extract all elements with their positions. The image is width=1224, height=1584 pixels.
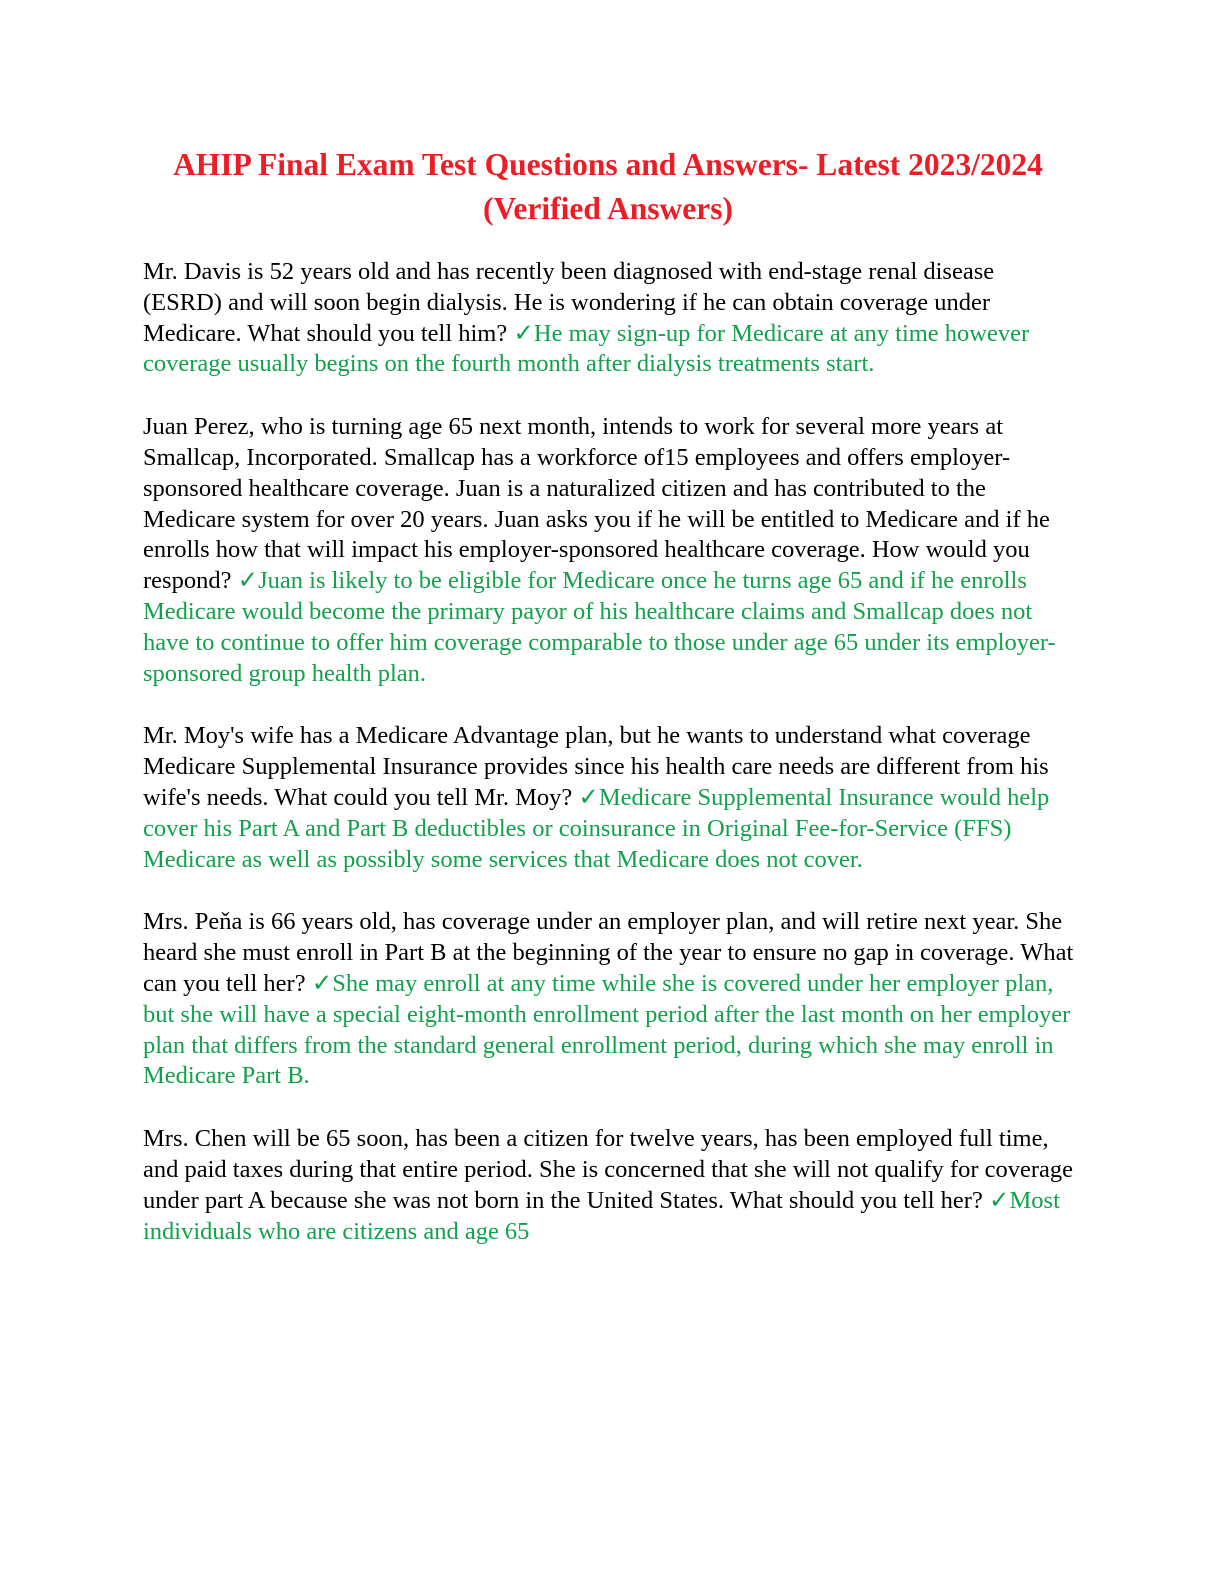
answer-text: She may enroll at any time while she is covered under her employer plan, but she will have a special eight-month enrollment period after the last month on her employer plan that differs from the standard general enrollment period, during which she may enroll in Medicare Part B. xyxy=(143,969,1071,1090)
question-text: Mrs. Chen will be 65 soon, has been a citizen for twelve years, has been employed full time, and paid taxes during that entire period. She is concerned that she will not qualify for coverage under part A because she was not born in the United States. What should you tell her? xyxy=(143,1125,1074,1214)
qa-list xyxy=(143,257,1079,1279)
answer-text: Medicare Supplemental Insurance would help cover his Part A and Part B deductibles or coinsurance in Original Fee-for-Service (FFS) Medicare as well as possibly some services that Medicare does not cover. xyxy=(143,783,1050,873)
question-text: Mrs. Peňa is 66 years old, has coverage under an employer plan, and will retire next year. She heard she must enroll in Part B at the beginning of the year to ensure no gap in coverage. What can you tell her? xyxy=(143,908,1074,997)
qa-item xyxy=(143,721,1079,875)
question-text: Mr. Moy's wife has a Medicare Advantage plan, but he wants to understand what coverage Medicare Supplemental Insurance provides since his health care needs are different from his wife's needs. What could you tell Mr. Moy? xyxy=(143,722,1049,811)
answer-text: He may sign-up for Medicare at any time however coverage usually begins on the fourth month after dialysis treatments start. xyxy=(143,319,1030,378)
checkmark-icon: ✓ xyxy=(988,1186,1010,1214)
document-title: AHIP Final Exam Test Questions and Answers- Latest 2023/2024 (Verified Answers) xyxy=(173,147,1043,226)
qa-item xyxy=(143,412,1079,689)
checkmark-icon: ✓ xyxy=(311,969,333,997)
answer-text: Juan is likely to be eligible for Medicare once he turns age 65 and if he enrolls Medicare would become the primary payor of his healthcare claims and Smallcap does not have to continue to offer him coverage comparable to those under age 65 under its employer-sponsored group health plan. xyxy=(143,567,1056,687)
question-text: Mr. Davis is 52 years old and has recently been diagnosed with end-stage renal disease (ESRD) and will soon begin dialysis. He is wondering if he can obtain coverage under Medicare. What should you tell him? xyxy=(143,258,995,347)
qa-item xyxy=(143,907,1079,1092)
qa-item xyxy=(143,1124,1079,1247)
checkmark-icon: ✓ xyxy=(513,319,534,347)
qa-item xyxy=(143,257,1079,380)
checkmark-icon: ✓ xyxy=(237,567,259,595)
answer-text: Most individuals who are citizens and age 65 xyxy=(143,1186,1060,1245)
checkmark-icon: ✓ xyxy=(578,783,599,811)
question-text: Juan Perez, who is turning age 65 next month, intends to work for several more years at Smallcap, Incorporated. Smallcap has a workforce of15 employees and offers employer-sponsored healthcare coverage. Juan is a naturalized citizen and has contributed to the Medicare system for over 20 years. Juan asks you if he will be entitled to Medicare and if he enrolls how that will impact his employer-sponsored healthcare coverage. How would you respond? xyxy=(143,413,1050,595)
